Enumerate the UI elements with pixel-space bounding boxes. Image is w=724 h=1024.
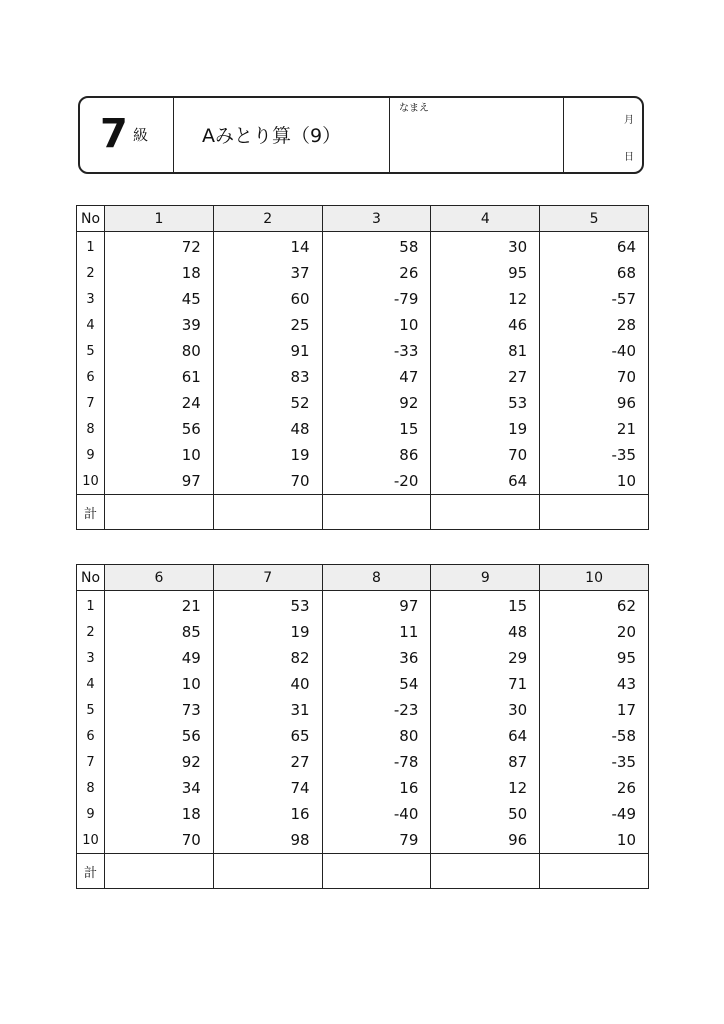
answer-cell[interactable]	[540, 495, 649, 530]
number-cell: 10	[322, 312, 431, 338]
number-cell: 10	[540, 468, 649, 495]
number-cell: 39	[105, 312, 214, 338]
number-cell: 46	[431, 312, 540, 338]
number-cell: 95	[540, 645, 649, 671]
problem-number-header: 2	[213, 206, 322, 232]
number-cell: 83	[213, 364, 322, 390]
date-field[interactable]	[564, 98, 642, 172]
table-row	[77, 591, 649, 620]
table-row	[77, 442, 649, 468]
problem-number-header: 8	[322, 565, 431, 591]
table-row	[77, 645, 649, 671]
number-cell: 10	[540, 827, 649, 854]
number-cell: 30	[431, 697, 540, 723]
number-cell: 92	[105, 749, 214, 775]
month-label: 月	[624, 115, 634, 126]
number-cell: 37	[213, 260, 322, 286]
number-cell: -20	[322, 468, 431, 495]
number-cell: 53	[213, 591, 322, 620]
number-cell: 64	[540, 232, 649, 261]
row-number: 3	[77, 645, 105, 671]
table-row	[77, 697, 649, 723]
table-row	[77, 671, 649, 697]
row-number: 5	[77, 338, 105, 364]
number-cell: 58	[322, 232, 431, 261]
row-number: 10	[77, 468, 105, 495]
row-number: 9	[77, 801, 105, 827]
row-number: 1	[77, 232, 105, 261]
table-row	[77, 312, 649, 338]
number-cell: 91	[213, 338, 322, 364]
answer-cell[interactable]	[213, 854, 322, 889]
row-number: 4	[77, 671, 105, 697]
table-row	[77, 827, 649, 854]
no-column-header: No	[77, 565, 105, 591]
number-cell: 98	[213, 827, 322, 854]
number-cell: -49	[540, 801, 649, 827]
answer-cell[interactable]	[213, 495, 322, 530]
number-cell: 21	[540, 416, 649, 442]
worksheet-header	[78, 96, 644, 174]
answer-cell[interactable]	[105, 495, 214, 530]
number-cell: 87	[431, 749, 540, 775]
grade-number: 7	[100, 111, 128, 157]
number-cell: -58	[540, 723, 649, 749]
total-row	[77, 495, 649, 530]
number-cell: 19	[431, 416, 540, 442]
answer-cell[interactable]	[322, 854, 431, 889]
number-cell: 26	[540, 775, 649, 801]
number-cell: 56	[105, 723, 214, 749]
number-cell: 19	[213, 619, 322, 645]
row-number: 8	[77, 775, 105, 801]
number-cell: 15	[431, 591, 540, 620]
number-cell: -79	[322, 286, 431, 312]
number-cell: 80	[105, 338, 214, 364]
number-cell: 17	[540, 697, 649, 723]
table-row	[77, 286, 649, 312]
number-cell: 29	[431, 645, 540, 671]
number-cell: 16	[213, 801, 322, 827]
table-row	[77, 338, 649, 364]
number-cell: 18	[105, 260, 214, 286]
number-cell: -23	[322, 697, 431, 723]
table-row	[77, 468, 649, 495]
number-cell: 30	[431, 232, 540, 261]
table-row	[77, 775, 649, 801]
number-cell: 43	[540, 671, 649, 697]
number-cell: 48	[431, 619, 540, 645]
number-cell: 27	[213, 749, 322, 775]
row-number: 5	[77, 697, 105, 723]
number-cell: 48	[213, 416, 322, 442]
number-cell: 11	[322, 619, 431, 645]
total-label: 計	[77, 854, 105, 889]
number-cell: 72	[105, 232, 214, 261]
number-cell: -40	[540, 338, 649, 364]
number-cell: 12	[431, 286, 540, 312]
number-cell: 18	[105, 801, 214, 827]
number-cell: 70	[431, 442, 540, 468]
table-row	[77, 390, 649, 416]
number-cell: -35	[540, 749, 649, 775]
no-column-header: No	[77, 206, 105, 232]
problem-number-header: 6	[105, 565, 214, 591]
number-cell: 80	[322, 723, 431, 749]
row-number: 2	[77, 619, 105, 645]
number-cell: 85	[105, 619, 214, 645]
problem-number-header: 9	[431, 565, 540, 591]
row-number: 7	[77, 390, 105, 416]
problem-table-2	[76, 564, 649, 889]
number-cell: 71	[431, 671, 540, 697]
grade-cell	[80, 98, 174, 172]
row-number: 10	[77, 827, 105, 854]
row-number: 8	[77, 416, 105, 442]
name-field[interactable]	[390, 98, 564, 172]
table-row	[77, 232, 649, 261]
number-cell: 64	[431, 468, 540, 495]
table-row	[77, 260, 649, 286]
total-label: 計	[77, 495, 105, 530]
number-cell: 47	[322, 364, 431, 390]
number-cell: -78	[322, 749, 431, 775]
number-cell: -40	[322, 801, 431, 827]
number-cell: 61	[105, 364, 214, 390]
number-cell: 96	[540, 390, 649, 416]
number-cell: 54	[322, 671, 431, 697]
number-cell: 62	[540, 591, 649, 620]
row-number: 6	[77, 364, 105, 390]
number-cell: 79	[322, 827, 431, 854]
row-number: 7	[77, 749, 105, 775]
problem-number-header: 1	[105, 206, 214, 232]
number-cell: 73	[105, 697, 214, 723]
number-cell: -57	[540, 286, 649, 312]
number-cell: 97	[322, 591, 431, 620]
number-cell: 68	[540, 260, 649, 286]
number-cell: 86	[322, 442, 431, 468]
name-label: なまえ	[399, 103, 429, 114]
number-cell: 95	[431, 260, 540, 286]
number-cell: 26	[322, 260, 431, 286]
answer-cell[interactable]	[431, 495, 540, 530]
number-cell: 19	[213, 442, 322, 468]
number-cell: 40	[213, 671, 322, 697]
problem-number-header: 10	[540, 565, 649, 591]
number-cell: 16	[322, 775, 431, 801]
header-row	[77, 565, 649, 591]
number-cell: 82	[213, 645, 322, 671]
number-cell: 70	[540, 364, 649, 390]
number-cell: 65	[213, 723, 322, 749]
number-cell: 70	[213, 468, 322, 495]
number-cell: 81	[431, 338, 540, 364]
day-label: 日	[624, 152, 634, 163]
number-cell: 10	[105, 442, 214, 468]
title-cell	[174, 98, 390, 172]
problem-table-1	[76, 205, 649, 530]
number-cell: 70	[105, 827, 214, 854]
number-cell: 25	[213, 312, 322, 338]
row-number: 9	[77, 442, 105, 468]
table-row	[77, 364, 649, 390]
row-number: 4	[77, 312, 105, 338]
number-cell: -35	[540, 442, 649, 468]
number-cell: 50	[431, 801, 540, 827]
answer-cell[interactable]	[322, 495, 431, 530]
number-cell: 64	[431, 723, 540, 749]
answer-cell[interactable]	[431, 854, 540, 889]
number-cell: -33	[322, 338, 431, 364]
number-cell: 20	[540, 619, 649, 645]
number-cell: 27	[431, 364, 540, 390]
number-cell: 60	[213, 286, 322, 312]
table-row	[77, 723, 649, 749]
row-number: 6	[77, 723, 105, 749]
row-number: 3	[77, 286, 105, 312]
table-row	[77, 801, 649, 827]
problem-number-header: 4	[431, 206, 540, 232]
total-row	[77, 854, 649, 889]
number-cell: 45	[105, 286, 214, 312]
row-number: 1	[77, 591, 105, 620]
header-row	[77, 206, 649, 232]
number-cell: 53	[431, 390, 540, 416]
number-cell: 96	[431, 827, 540, 854]
number-cell: 92	[322, 390, 431, 416]
number-cell: 15	[322, 416, 431, 442]
number-cell: 97	[105, 468, 214, 495]
number-cell: 49	[105, 645, 214, 671]
number-cell: 21	[105, 591, 214, 620]
grade-suffix: 級	[133, 126, 149, 144]
number-cell: 56	[105, 416, 214, 442]
number-cell: 28	[540, 312, 649, 338]
number-cell: 31	[213, 697, 322, 723]
table-row	[77, 749, 649, 775]
number-cell: 14	[213, 232, 322, 261]
problem-number-header: 5	[540, 206, 649, 232]
problem-number-header: 3	[322, 206, 431, 232]
number-cell: 10	[105, 671, 214, 697]
problem-number-header: 7	[213, 565, 322, 591]
answer-cell[interactable]	[105, 854, 214, 889]
row-number: 2	[77, 260, 105, 286]
worksheet-title: Aみとり算（9）	[202, 125, 342, 147]
number-cell: 24	[105, 390, 214, 416]
table-row	[77, 619, 649, 645]
table-row	[77, 416, 649, 442]
number-cell: 34	[105, 775, 214, 801]
number-cell: 12	[431, 775, 540, 801]
number-cell: 74	[213, 775, 322, 801]
number-cell: 36	[322, 645, 431, 671]
answer-cell[interactable]	[540, 854, 649, 889]
number-cell: 52	[213, 390, 322, 416]
